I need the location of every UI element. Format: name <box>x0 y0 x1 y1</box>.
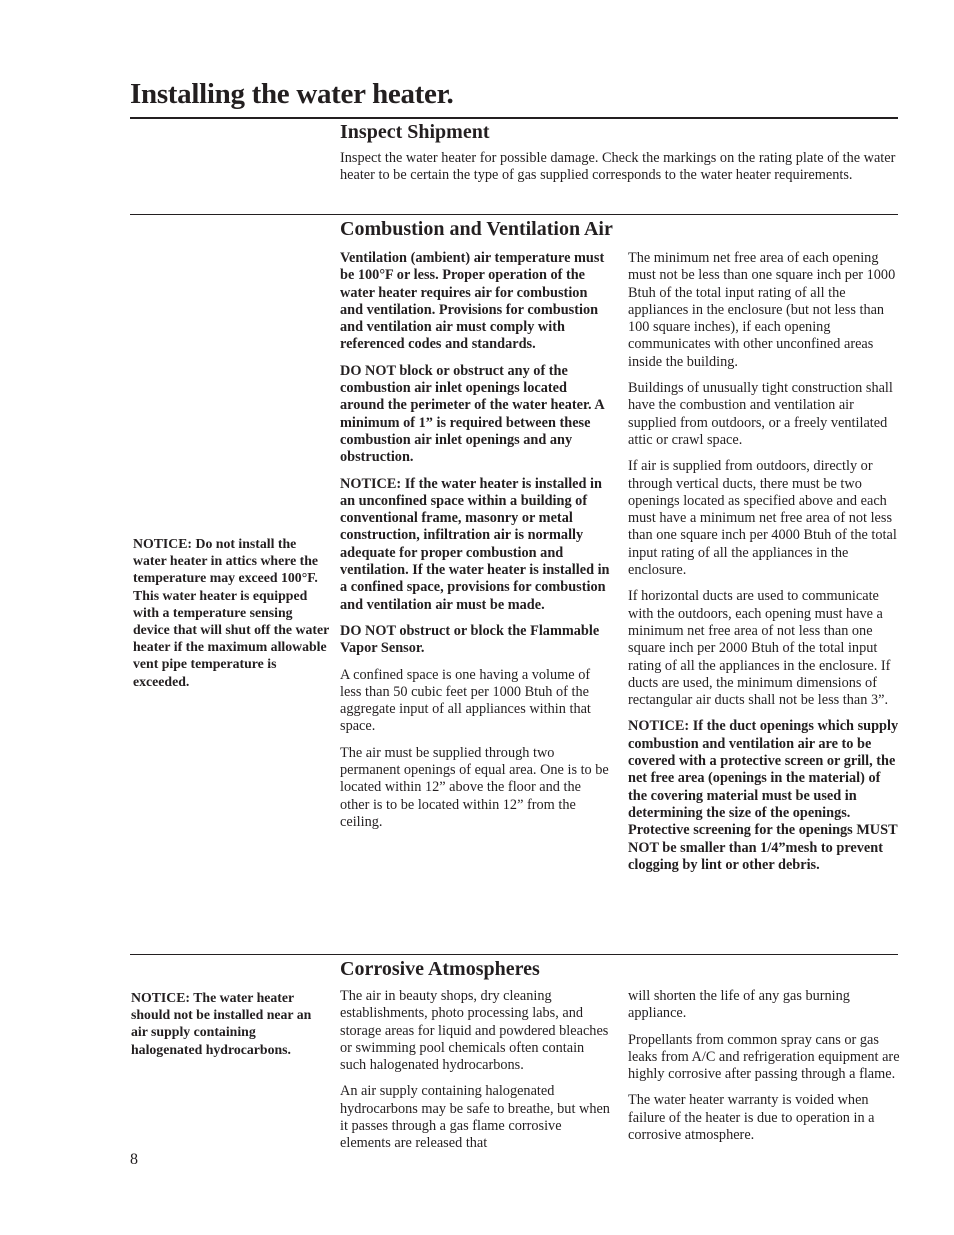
two-openings-paragraph: The air must be supplied through two permanent openings of equal area. One is to be located within 12” above the floor and the other is to be located within 12” from the ceiling. <box>340 744 609 830</box>
duct-screen-notice-paragraph: NOTICE: If the duct openings which supply combustion and ventilation air are to be covered with a protective screen or grill, the net free area (openings in the material) of the covering material must be used in determining the size of the openings. Protective screening for the openings MUST NOT be smaller than 1/4”mesh to prevent clogging by lint or other debris. <box>628 718 899 873</box>
section-divider <box>130 214 898 215</box>
tight-construction-paragraph: Buildings of unusually tight construction shall have the combustion and ventilation air supplied from outdoors, or a freely ventilated attic or crawl space. <box>628 380 893 448</box>
corrosive-heading: Corrosive Atmospheres <box>340 958 540 980</box>
section-divider <box>130 954 898 955</box>
combustion-left-column <box>340 250 612 840</box>
horizontal-ducts-paragraph: If horizontal ducts are used to communicate with the outdoors, each opening must have a minimum net free area of not less than one square inch per 2000 Btuh of the total input rating of all the appliances in the enclosure. If ducts are used, the minimum dimensions of rectangular air ducts shall not be less than 3”. <box>628 588 891 709</box>
corrosive-right-column <box>628 988 900 1153</box>
page-number: 8 <box>130 1151 138 1168</box>
inspect-body: Inspect the water heater for possible damage. Check the markings on the rating plate of the water heater to be certain the type of gas supplied corresponds to the water heater requirements. <box>340 150 896 184</box>
unconfined-notice-paragraph: NOTICE: If the water heater is installed in an unconfined space within a building of conventional frame, masonry or metal construction, infiltration air is normally adequate for proper combustion and ventilation. If the water heater is installed in a confined space, provisions for combustion and ventilation air must be made. <box>340 475 610 613</box>
corrosive-side-notice: NOTICE: The water heater should not be installed near an air supply containing halogenated hydrocarbons. <box>131 990 312 1057</box>
combustion-right-column <box>628 250 900 883</box>
net-free-area-paragraph: The minimum net free area of each opening must not be less than one square inch per 1000 Btuh of the total input rating of all the appliances in the enclosure (but not less than 100 square inches), if each opening communicates with other unconfined areas inside the building. <box>628 250 896 370</box>
halogenated-flame-paragraph: An air supply containing halogenated hydrocarbons may be safe to breathe, but when it passes through a gas flame corrosive elements are released that <box>340 1083 610 1152</box>
title-rule <box>130 117 898 119</box>
inspect-heading: Inspect Shipment <box>340 121 490 143</box>
inspect-section <box>340 150 896 194</box>
combustion-heading: Combustion and Ventilation Air <box>340 218 613 240</box>
outdoor-air-paragraph: If air is supplied from outdoors, directly or through vertical ducts, there must be two openings located as specified above and each must have a minimum net free area of not less than one square inch per 4000 Btuh of the total input rating of all the appliances in the enclosure. <box>628 458 897 579</box>
page-title: Installing the water heater. <box>130 78 454 110</box>
shorten-life-paragraph: will shorten the life of any gas burning appliance. <box>628 988 850 1022</box>
corrosive-left-column <box>340 988 612 1162</box>
vapor-sensor-paragraph: DO NOT obstruct or block the Flammable Vapor Sensor. <box>340 622 600 657</box>
ambient-temp-paragraph: Ventilation (ambient) air temperature must be 100°F or less. Proper operation of the water heater requires air for combustion and ventilation. Provisions for combustion and ventilation air must comply with referenced codes and standards. <box>340 250 605 353</box>
do-not-block-paragraph: DO NOT block or obstruct any of the combustion air inlet openings located around the perimeter of the water heater. A minimum of 1” is required between these combustion air inlet openings and any obstruction. <box>340 362 604 466</box>
confined-space-paragraph: A confined space is one having a volume of less than 50 cubic feet per 1000 Btuh of the aggregate input of all appliances within that space. <box>340 666 591 735</box>
combustion-side-notice: NOTICE: Do not install the water heater in attics where the temperature may exceed 100°F. This water heater is equipped with a temperature sensing device that will shut off the water heater if the maximum allowable vent pipe temperature is exceeded. <box>133 536 329 689</box>
propellants-paragraph: Propellants from common spray cans or gas leaks from A/C and refrigeration equipment are highly corrosive after passing through a flame. <box>628 1031 900 1083</box>
warranty-paragraph: The water heater warranty is voided when failure of the heater is due to operation in a corrosive atmosphere. <box>628 1092 875 1144</box>
halogenated-sources-paragraph: The air in beauty shops, dry cleaning establishments, photo processing labs, and storage areas for liquid and powdered bleaches or swimming pool chemicals often contain such halogenated hydrocarbons. <box>340 988 609 1074</box>
